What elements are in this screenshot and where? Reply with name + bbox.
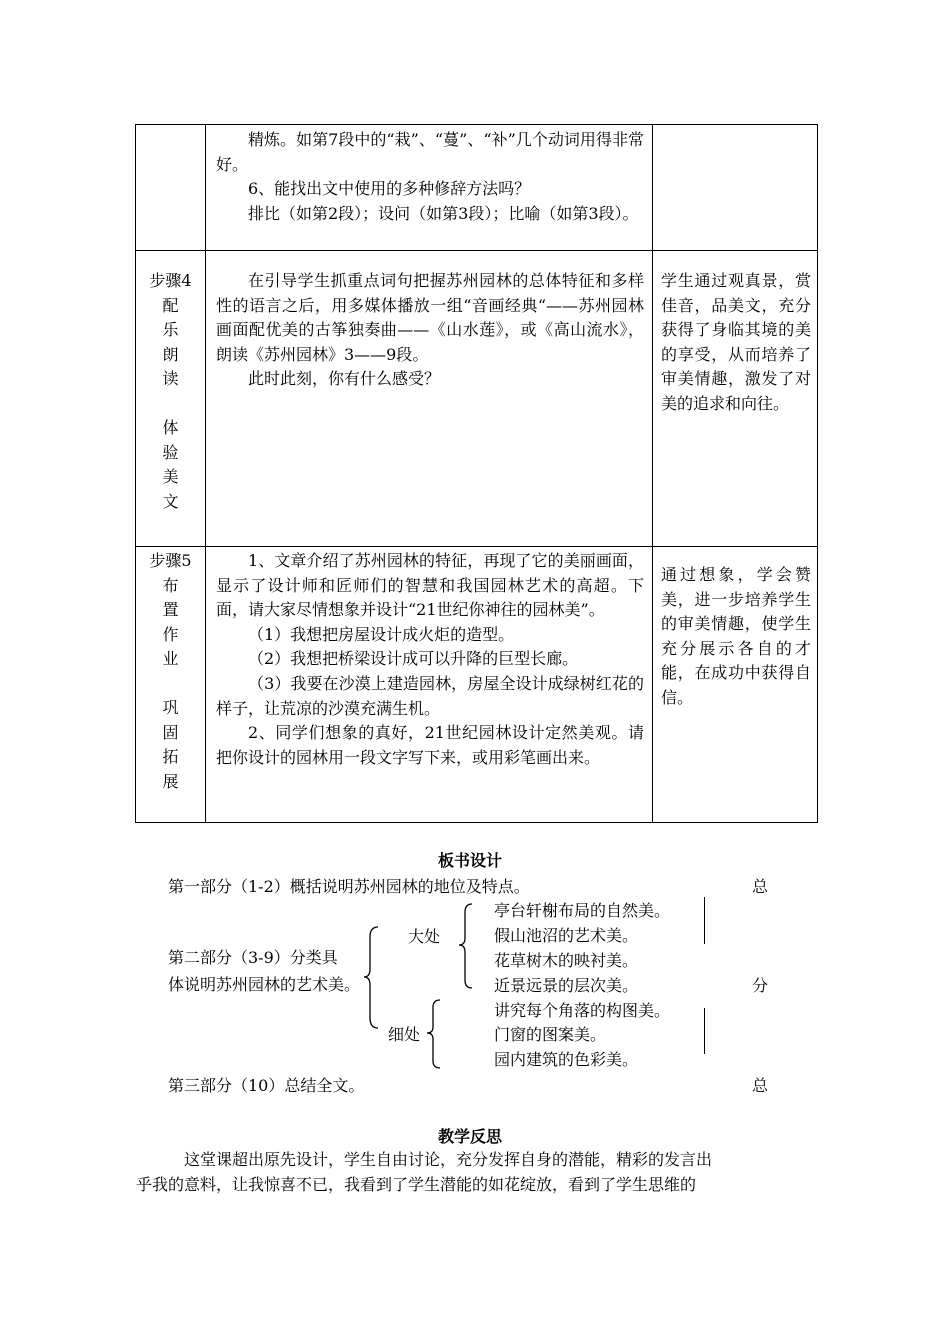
- step-label-char: 展: [162, 771, 179, 791]
- step-label-cell: [136, 125, 206, 251]
- table-row: [136, 251, 818, 547]
- step-label-char: 配: [162, 295, 179, 315]
- step-label-char: 体: [162, 417, 179, 437]
- dachu-item: 假山池沼的艺术美。: [494, 926, 639, 945]
- content-paragraph: 排比（如第2段）；设问（如第3段）；比喻（如第3段）。: [248, 203, 639, 223]
- divider-line: [704, 897, 705, 944]
- content-paragraph: （2）我想把桥梁设计成可以升降的巨型长廊。: [248, 649, 579, 669]
- step-note-cell: [653, 125, 818, 251]
- xichu-item: 讲究每个角落的构图美。: [494, 1001, 671, 1020]
- reflection-line: 这堂课超出原先设计，学生自由讨论，充分发挥自身的潜能，精彩的发言出: [184, 1150, 713, 1169]
- board-right-label: 分: [752, 976, 769, 995]
- xichu-brace-icon: [424, 998, 444, 1070]
- board-right-label: 总: [752, 877, 769, 896]
- step-label-cell: [136, 251, 206, 547]
- content-paragraph: 6、能找出文中使用的多种修辞方法吗？: [248, 179, 531, 199]
- content-paragraph: 1、文章介绍了苏州园林的特征，再现了它的美丽画面，显示了设计师和匠师们的智慧和我国园林艺术的高超。下面，请大家尽情想象并设计“21世纪你神往的园林美”。: [216, 551, 644, 620]
- divider-line: [704, 1008, 705, 1054]
- step-label: 步骤5: [149, 551, 192, 570]
- step-note-cell: [653, 547, 818, 823]
- content-paragraph: 2、同学们想象的真好，21世纪园林设计定然美观。请把你设计的园林用一段文字写下来，或用彩笔画出来。: [216, 723, 644, 767]
- content-paragraph: （3）我要在沙漠上建造园林，房屋全设计成绿树红花的样子，让荒凉的沙漠充满生机。: [216, 673, 644, 718]
- reflection-line: 乎我的意料，让我惊喜不已，我看到了学生潜能的如花绽放，看到了学生思维的: [136, 1175, 697, 1194]
- content-paragraph: 此时此刻，你有什么感受？: [248, 369, 441, 389]
- step-label-char: 读: [162, 369, 179, 389]
- step-label-char: 固: [162, 722, 179, 742]
- step-label-char: 验: [162, 442, 179, 462]
- xichu-item: 门窗的图案美。: [494, 1025, 607, 1044]
- board-right-label: 总: [752, 1076, 769, 1095]
- content-paragraph: （1）我想把房屋设计成火炬的造型。: [248, 624, 515, 644]
- step-label-char: 乐: [162, 320, 179, 340]
- board-part2-line2: 体说明苏州园林的艺术美。: [168, 975, 361, 994]
- table-row: [136, 547, 818, 823]
- content-paragraph: 精炼。如第7段中的“栽”、“蔓”、“补”几个动词用得非常好。: [216, 130, 644, 174]
- board-part3: 第三部分（10）总结全文。: [168, 1076, 365, 1095]
- xichu-item: 园内建筑的色彩美。: [494, 1050, 639, 1069]
- step-label: 步骤4: [149, 271, 192, 290]
- board-part2-line1: 第二部分（3-9）分类具: [168, 948, 338, 967]
- dachu-item: 亭台轩榭布局的自然美。: [494, 901, 671, 920]
- step-label-char: 业: [162, 649, 179, 669]
- board-title: 板书设计: [438, 851, 503, 870]
- content-paragraph: 在引导学生抓重点词句把握苏州园林的总体特征和多样性的语言之后，用多媒体播放一组“音画经典“——苏州园林画面配优美的古筝独奏曲——《山水莲》，或《高山流水》，朗读《苏州园林》3——9段。: [216, 271, 644, 364]
- reflection-title: 教学反思: [438, 1127, 503, 1146]
- step-label-char: 朗: [162, 344, 179, 364]
- step-note: 学生通过观真景，赏佳音，品美文，充分获得了身临其境的美的享受，从而培养了审美情趣，激发了对美的追求和向往。: [661, 271, 811, 413]
- step-content-cell: [206, 251, 653, 547]
- main-brace-icon: [362, 925, 382, 1030]
- lesson-table: [135, 124, 818, 823]
- step-label-char: 文: [162, 491, 179, 511]
- dachu-brace-icon: [456, 902, 476, 990]
- board-part1: 第一部分（1-2）概括说明苏州园林的地位及特点。: [168, 877, 530, 896]
- step-label-char: 作: [162, 624, 179, 644]
- step-label-cell: [136, 547, 206, 823]
- board-dachu: 大处: [408, 927, 441, 946]
- board-xichu: 细处: [388, 1025, 421, 1044]
- table-row: [136, 125, 818, 251]
- step-label-char: 置: [162, 600, 179, 620]
- step-content-cell: [206, 125, 653, 251]
- dachu-item: 花草树木的映衬美。: [494, 951, 639, 970]
- step-content-cell: [206, 547, 653, 823]
- step-note-cell: [653, 251, 818, 547]
- dachu-item: 近景远景的层次美。: [494, 976, 639, 995]
- step-label-char: 布: [162, 575, 179, 595]
- step-label-char: 美: [162, 467, 179, 487]
- step-label-char: 拓: [162, 747, 179, 767]
- step-note: 通过想象，学会赞美，进一步培养学生的审美情趣，使学生充分展示各自的才能，在成功中获得自信。: [661, 565, 811, 707]
- step-label-char: 巩: [162, 697, 179, 717]
